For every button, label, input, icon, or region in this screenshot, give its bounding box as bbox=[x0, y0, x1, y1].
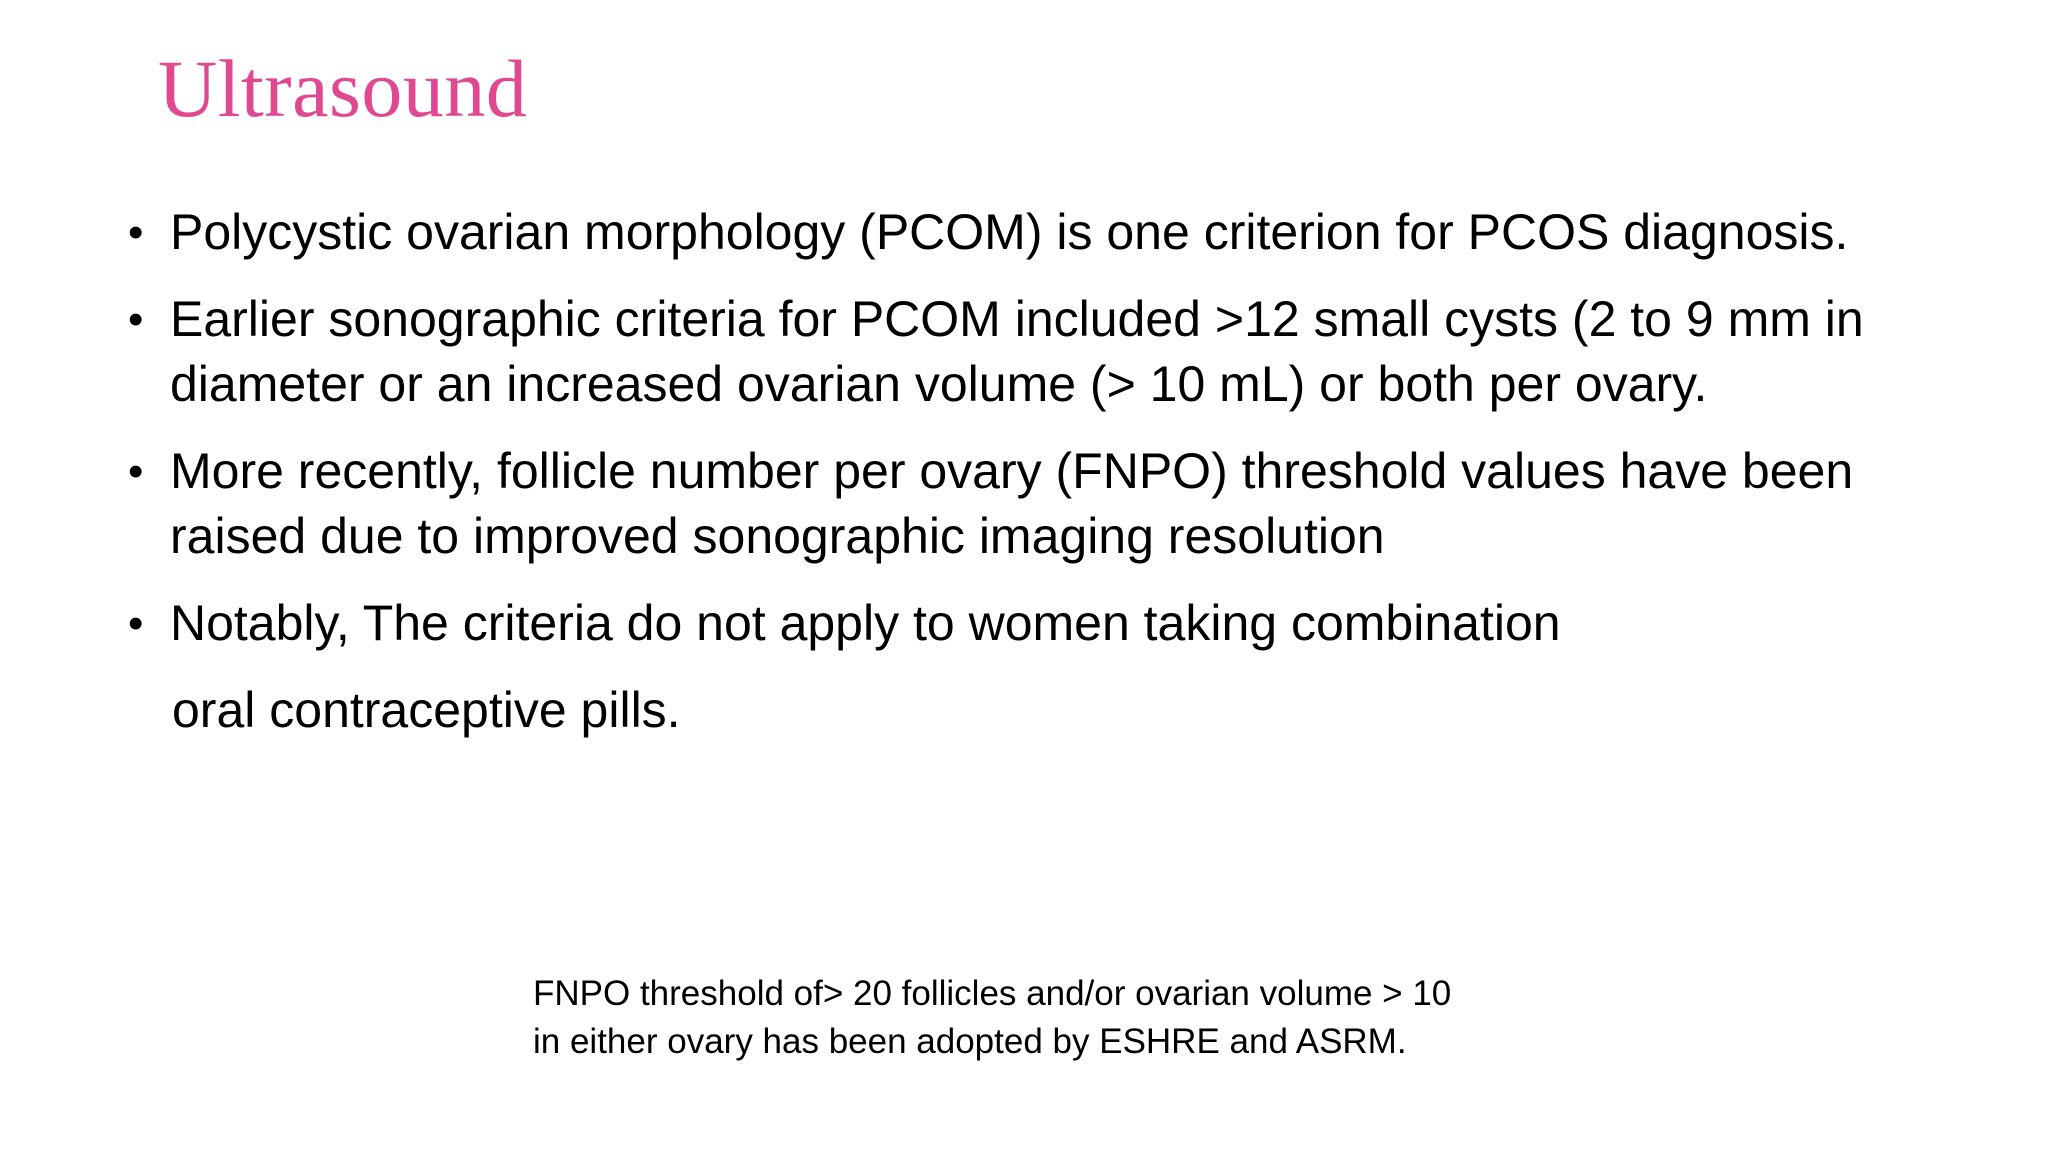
bullet-item bbox=[128, 591, 1918, 743]
bullet-text bbox=[170, 591, 1918, 743]
bullet-text-continuation: oral contraceptive pills. bbox=[172, 682, 681, 738]
bullet-text: Earlier sonographic criteria for PCOM included >12 small cysts (2 to 9 mm in diameter or an increased ovarian volume (> 10 mL) or both per ovary. bbox=[170, 291, 1864, 412]
bullet-text-main: Notably, The criteria do not apply to women taking combination bbox=[170, 595, 1561, 651]
bullet-dot-icon: • bbox=[128, 447, 144, 496]
slide-title: Ultrasound bbox=[158, 43, 528, 134]
bullet-dot-icon: • bbox=[128, 208, 144, 257]
footnote-line-1: FNPO threshold of> 20 follicles and/or ovarian volume > 10 bbox=[533, 974, 1452, 1013]
bullet-item bbox=[128, 287, 1918, 417]
bullet-item bbox=[128, 200, 1918, 265]
footnote-line-2: in either ovary has been adopted by ESHRE and ASRM. bbox=[533, 1022, 1407, 1061]
bullet-dot-icon: • bbox=[128, 295, 144, 344]
bullet-dot-icon: • bbox=[128, 599, 144, 648]
bullet-text: More recently, follicle number per ovary (FNPO) threshold values have been raised due to improved sonographic imaging resolution bbox=[170, 443, 1854, 564]
bullet-text: Polycystic ovarian morphology (PCOM) is one criterion for PCOS diagnosis. bbox=[170, 204, 1849, 260]
bullet-item bbox=[128, 439, 1918, 569]
bullet-list bbox=[128, 200, 1918, 765]
footnote bbox=[533, 970, 1633, 1066]
